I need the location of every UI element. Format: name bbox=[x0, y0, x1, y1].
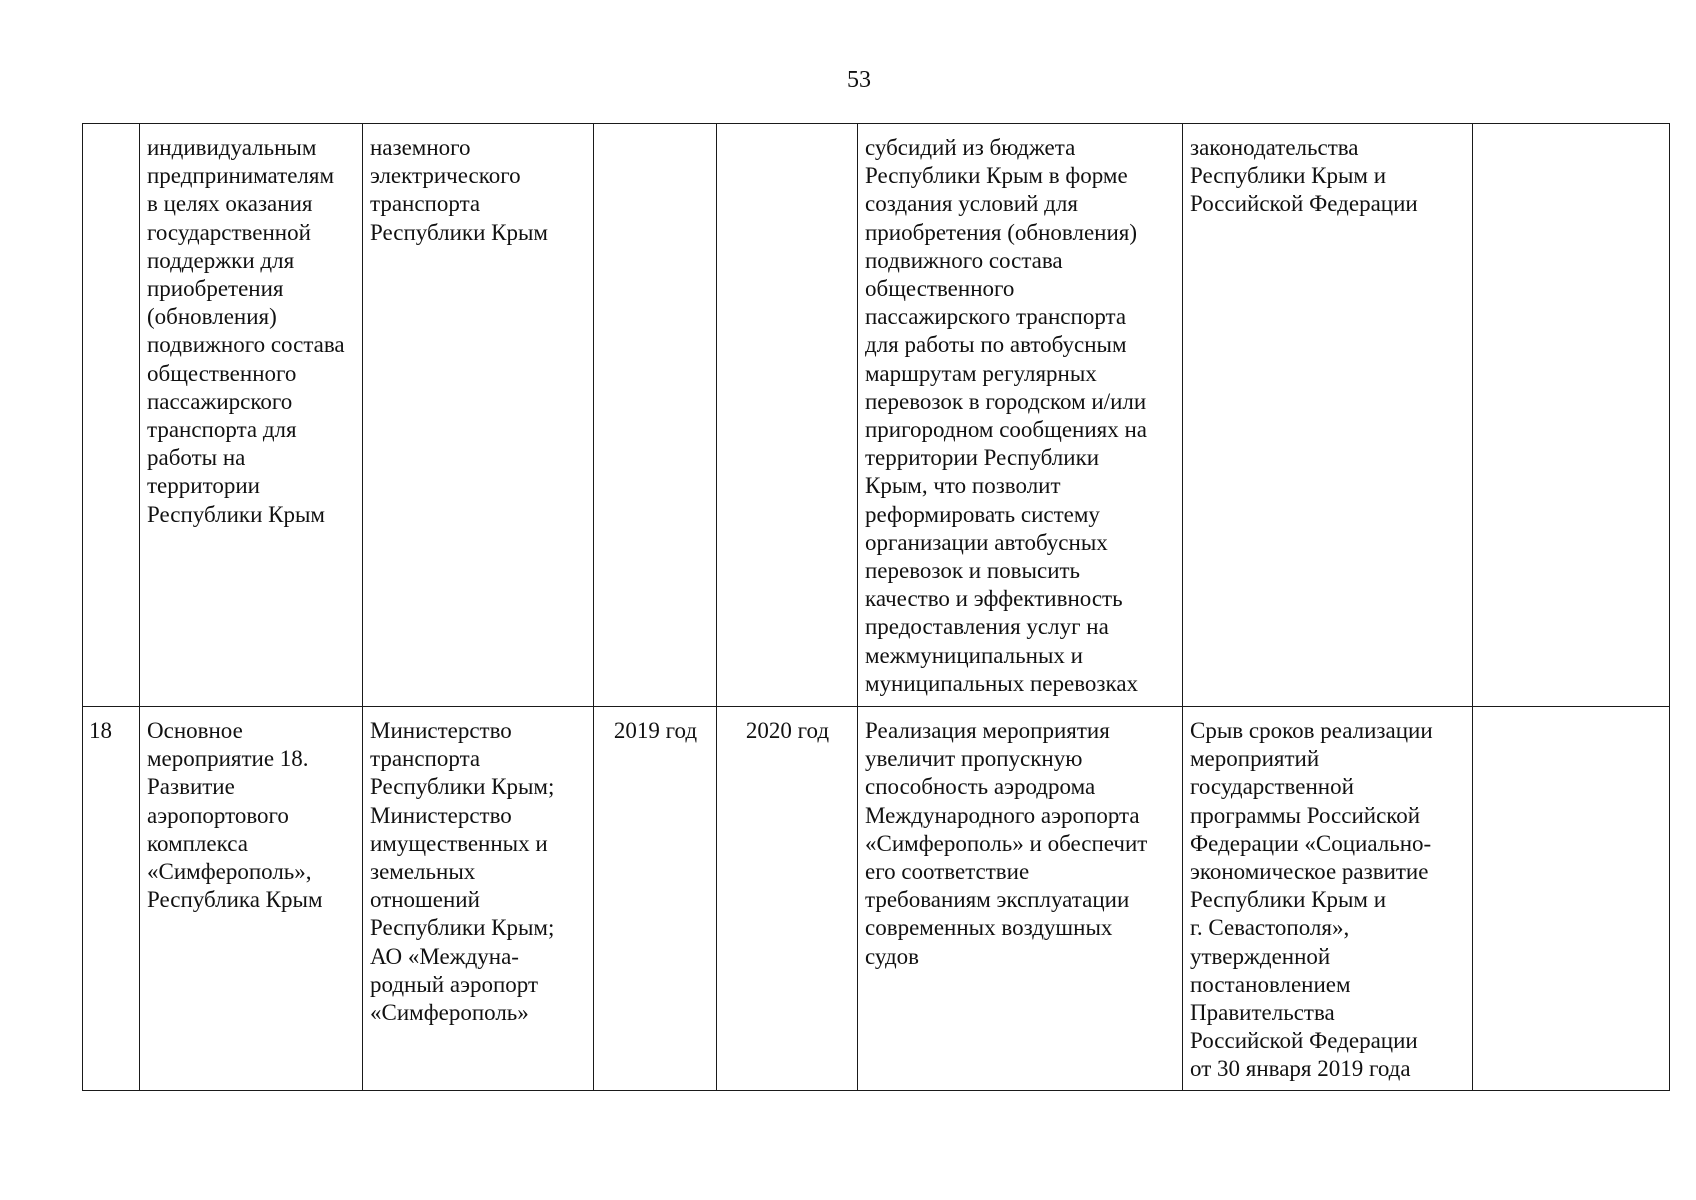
cell-text-line: Правительства bbox=[1190, 1000, 1335, 1026]
cell-text-line: Республики Крым и bbox=[1190, 163, 1387, 189]
cell-text-line: Министерство bbox=[370, 718, 512, 743]
cell-text-line: территории Республики bbox=[865, 445, 1100, 471]
cell-text-line: Международного аэропорта bbox=[865, 802, 1140, 828]
cell-text-line: имущественных и bbox=[370, 830, 548, 856]
cell-text-line: судов bbox=[865, 943, 920, 969]
cell-text-line: комплекса bbox=[147, 830, 248, 856]
cell-text-line: подвижного состава bbox=[865, 247, 1063, 273]
cell-text-line: мероприятие 18. bbox=[147, 746, 309, 772]
cell-text-line: его соответствие bbox=[865, 859, 1030, 885]
cell-text-line: перевозок и повысить bbox=[865, 558, 1081, 584]
cell-text-line: муниципальных перевозках bbox=[865, 670, 1139, 696]
cell-text-line: транспорта bbox=[370, 191, 481, 217]
cell-text-line: Республики Крым; bbox=[370, 915, 555, 941]
cell-text-line: для работы по автобусным bbox=[865, 332, 1127, 358]
cell-text-line: в целях оказания bbox=[147, 191, 313, 217]
cell-consequences bbox=[1183, 124, 1473, 707]
cell-consequences bbox=[1183, 707, 1473, 1091]
cell-text-line: общественного bbox=[865, 276, 1015, 302]
cell-text-line: индивидуальным bbox=[147, 135, 317, 160]
cell-text-line: создания условий для bbox=[865, 191, 1078, 217]
cell-text-line: маршрутам регулярных bbox=[865, 360, 1097, 386]
cell-text-line: требованиям эксплуатации bbox=[865, 887, 1130, 913]
cell-text-line: перевозок в городском и/или bbox=[865, 388, 1147, 414]
cell-expected-result bbox=[858, 124, 1183, 707]
cell-text-line: АО «Междуна- bbox=[370, 943, 519, 969]
cell-text-line: Республика Крым bbox=[147, 887, 323, 913]
cell-executor bbox=[363, 707, 594, 1091]
cell-text-line: от 30 января 2019 года bbox=[1190, 1056, 1411, 1082]
cell-text-line: законодательства bbox=[1190, 135, 1359, 160]
cell-text-line: предоставления услуг на bbox=[865, 614, 1109, 640]
cell-text-line: земельных bbox=[370, 859, 476, 885]
cell-number: 18 bbox=[83, 707, 140, 1091]
cell-text-line: «Симферополь» и обеспечит bbox=[865, 830, 1148, 856]
cell-event bbox=[140, 124, 363, 707]
cell-text-line: качество и эффективность bbox=[865, 586, 1123, 612]
program-table bbox=[82, 123, 1670, 1091]
cell-text-line: Срыв сроков реализации bbox=[1190, 718, 1433, 743]
cell-text-line: Республики Крым bbox=[370, 219, 548, 245]
cell-text-line: Основное bbox=[147, 718, 243, 743]
cell-text-line: межмуниципальных и bbox=[865, 642, 1083, 668]
cell-text-line: увеличит пропускную bbox=[865, 746, 1083, 772]
table-body bbox=[83, 124, 1670, 1091]
cell-text-line: транспорта для bbox=[147, 417, 297, 443]
cell-text-line: реформировать систему bbox=[865, 501, 1100, 527]
cell-text-line: Развитие bbox=[147, 774, 235, 800]
cell-text-line: предпринимателям bbox=[147, 163, 335, 189]
cell-text-line: аэропортового bbox=[147, 802, 289, 828]
cell-text-line: организации автобусных bbox=[865, 529, 1108, 555]
cell-text-line: подвижного состава bbox=[147, 332, 345, 358]
cell-text-line: Министерство bbox=[370, 802, 512, 828]
table-row bbox=[83, 124, 1670, 707]
cell-text-line: отношений bbox=[370, 887, 480, 913]
cell-text-line: Республики Крым; bbox=[370, 774, 555, 800]
cell-text-line: «Симферополь», bbox=[147, 859, 312, 885]
cell-text-line: приобретения bbox=[147, 276, 284, 302]
cell-text-line: приобретения (обновления) bbox=[865, 219, 1138, 245]
page-number: 53 bbox=[847, 67, 871, 93]
cell-text-line: пригородном сообщениях на bbox=[865, 417, 1147, 443]
cell-text-line: (обновления) bbox=[147, 304, 277, 330]
cell-event bbox=[140, 707, 363, 1091]
cell-text-line: постановлением bbox=[1190, 971, 1351, 997]
cell-text-line: Федерации «Социально- bbox=[1190, 830, 1432, 856]
cell-text-line: территории bbox=[147, 473, 260, 499]
cell-link bbox=[1473, 124, 1670, 707]
cell-text-line: наземного bbox=[370, 135, 471, 160]
cell-start-date: 2019 год bbox=[594, 707, 717, 1091]
cell-link bbox=[1473, 707, 1670, 1091]
cell-text-line: г. Севастополя», bbox=[1190, 915, 1350, 941]
table-row bbox=[83, 707, 1670, 1091]
cell-text-line: современных воздушных bbox=[865, 915, 1113, 941]
cell-text-line: субсидий из бюджета bbox=[865, 135, 1076, 160]
cell-text-line: «Симферополь» bbox=[370, 1000, 529, 1026]
cell-text-line: поддержки для bbox=[147, 247, 295, 273]
cell-text-line: работы на bbox=[147, 445, 246, 471]
cell-text-line: Республики Крым в форме bbox=[865, 163, 1128, 189]
cell-text-line: Крым, что позволит bbox=[865, 473, 1061, 499]
cell-text-line: экономическое развитие bbox=[1190, 859, 1429, 885]
cell-text-line: электрического bbox=[370, 163, 521, 189]
cell-text-line: Республики Крым и bbox=[1190, 887, 1387, 913]
cell-number bbox=[83, 124, 140, 707]
cell-text-line: Реализация мероприятия bbox=[865, 718, 1110, 743]
cell-text-line: пассажирского транспорта bbox=[865, 304, 1127, 330]
cell-text-line: Российской Федерации bbox=[1190, 1028, 1418, 1054]
cell-start-date bbox=[594, 124, 717, 707]
cell-text-line: общественного bbox=[147, 360, 297, 386]
cell-executor bbox=[363, 124, 594, 707]
cell-end-date: 2020 год bbox=[717, 707, 858, 1091]
cell-text-line: пассажирского bbox=[147, 388, 293, 414]
cell-text-line: мероприятий bbox=[1190, 746, 1320, 772]
cell-expected-result bbox=[858, 707, 1183, 1091]
cell-text-line: утвержденной bbox=[1190, 943, 1331, 969]
cell-text-line: государственной bbox=[1190, 774, 1354, 800]
cell-text-line: родный аэропорт bbox=[370, 971, 538, 997]
cell-text-line: Республики Крым bbox=[147, 501, 325, 527]
cell-text-line: способность аэродрома bbox=[865, 774, 1096, 800]
cell-text-line: транспорта bbox=[370, 746, 481, 772]
cell-text-line: Российской Федерации bbox=[1190, 191, 1418, 217]
cell-end-date bbox=[717, 124, 858, 707]
cell-text-line: государственной bbox=[147, 219, 311, 245]
cell-text-line: программы Российской bbox=[1190, 802, 1421, 828]
